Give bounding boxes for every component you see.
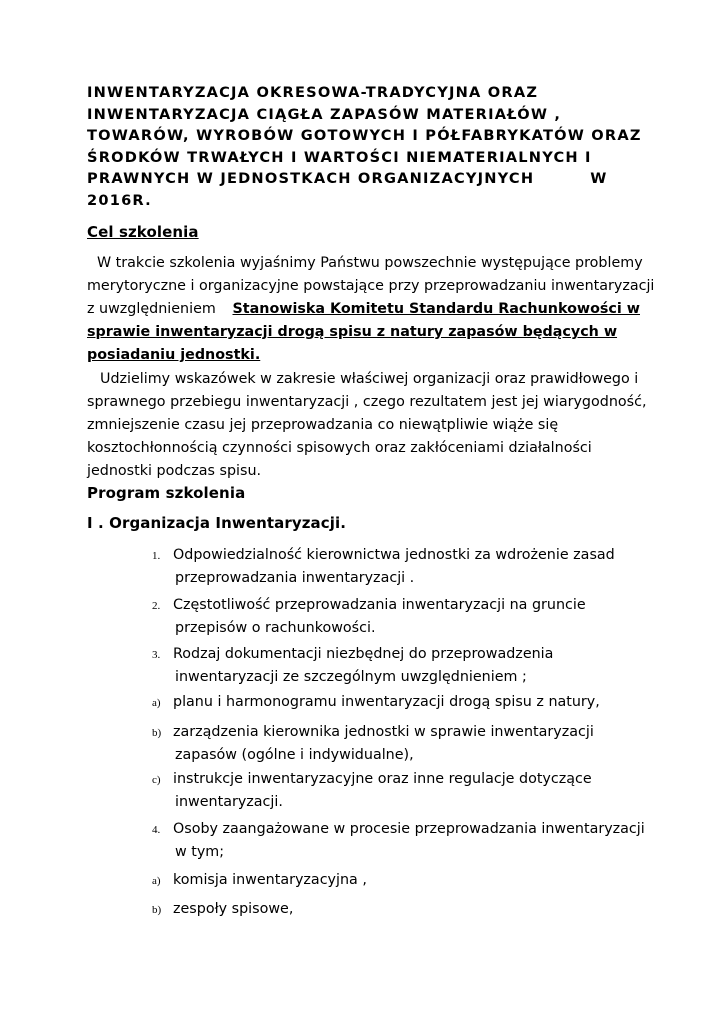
paragraph-line: kosztochłonnością czynności spisowych oraz zakłóceniami działalności	[87, 440, 592, 456]
list-marker: a)	[152, 697, 161, 709]
list-item-text: Osoby zaangażowane w procesie przeprowadzania inwentaryzacji	[173, 821, 645, 837]
emphasized-reference: sprawie inwentaryzacji drogą spisu z natury zapasów będących w	[87, 324, 618, 340]
list-marker: 2.	[152, 600, 161, 612]
title-line: INWENTARYZACJA OKRESOWA-TRADYCYJNA ORAZ	[87, 84, 539, 101]
title-line	[87, 168, 647, 190]
list-item-text: inwentaryzacji ze szczególnym uwzględnieniem ;	[175, 669, 527, 685]
list-item-text: komisja inwentaryzacyjna ,	[173, 872, 367, 888]
list-marker: b)	[152, 904, 162, 916]
paragraph-line	[87, 298, 640, 321]
title-line-part: PRAWNYCH W JEDNOSTKACH ORGANIZACYJNYCH	[87, 170, 535, 188]
list-item-text: zapasów (ogólne i indywidualne),	[175, 747, 414, 763]
emphasized-reference: Stanowiska Komitetu Standardu Rachunkowości w	[232, 301, 640, 317]
paragraph-intro	[87, 252, 655, 367]
section-heading-program: Program szkolenia	[87, 484, 246, 502]
list-item-text: Odpowiedzialność kierownictwa jednostki za wdrożenie zasad	[173, 547, 615, 563]
list-item-text: w tym;	[175, 844, 225, 860]
title-line: INWENTARYZACJA CIĄGŁA ZAPASÓW MATERIAŁÓW ,	[87, 105, 562, 123]
list-marker: a)	[152, 875, 161, 887]
section-heading-organizacja: I . Organizacja Inwentaryzacji.	[87, 514, 347, 532]
list-item-text: Rodzaj dokumentacji niezbędnej do przeprowadzenia	[173, 646, 554, 662]
paragraph-line: zmniejszenie czasu jej przeprowadzania co niewątpliwie wiąże się	[87, 417, 559, 433]
list-item-text: instrukcje inwentaryzacyjne oraz inne regulacje dotyczące	[173, 771, 592, 787]
title-line: TOWARÓW, WYROBÓW GOTOWYCH I PÓŁFABRYKATÓW ORAZ	[87, 127, 642, 145]
paragraph-guidance	[87, 368, 647, 483]
list-item-text: przepisów o rachunkowości.	[175, 620, 376, 636]
list-item-text: planu i harmonogramu inwentaryzacji drogą spisu z natury,	[173, 694, 600, 710]
text-fragment: z uwzględnieniem	[87, 301, 216, 317]
section-heading-cel: Cel szkolenia	[87, 223, 199, 241]
list-item-text: przeprowadzania inwentaryzacji .	[175, 570, 415, 586]
title-line-part: W	[590, 170, 608, 188]
paragraph-line: merytoryczne i organizacyjne powstające przy przeprowadzaniu inwentaryzacji	[87, 278, 655, 294]
title-line: 2016R.	[87, 191, 152, 209]
list-marker: c)	[152, 774, 161, 786]
paragraph-line: W trakcie szkolenia wyjaśnimy Państwu powszechnie występujące problemy	[97, 255, 643, 271]
list-item-text: zespoły spisowe,	[173, 901, 294, 917]
list-item-text: zarządzenia kierownika jednostki w sprawie inwentaryzacji	[173, 724, 594, 740]
list-item-text: inwentaryzacji.	[175, 794, 283, 810]
list-marker: 4.	[152, 824, 161, 836]
list-marker: 3.	[152, 649, 161, 661]
paragraph-line: Udzielimy wskazówek w zakresie właściwej organizacji oraz prawidłowego i	[100, 371, 639, 387]
paragraph-line: jednostki podczas spisu.	[87, 463, 262, 479]
list-marker: 1.	[152, 550, 161, 562]
title-line: ŚRODKÓW TRWAŁYCH I WARTOŚCI NIEMATERIALNYCH I	[87, 148, 592, 166]
list-marker: b)	[152, 727, 162, 739]
paragraph-line: sprawnego przebiegu inwentaryzacji , czego rezultatem jest jej wiarygodność,	[87, 394, 647, 410]
emphasized-reference: posiadaniu jednostki.	[87, 347, 261, 363]
document-title	[87, 82, 647, 212]
list-item-text: Częstotliwość przeprowadzania inwentaryzacji na gruncie	[173, 597, 586, 613]
